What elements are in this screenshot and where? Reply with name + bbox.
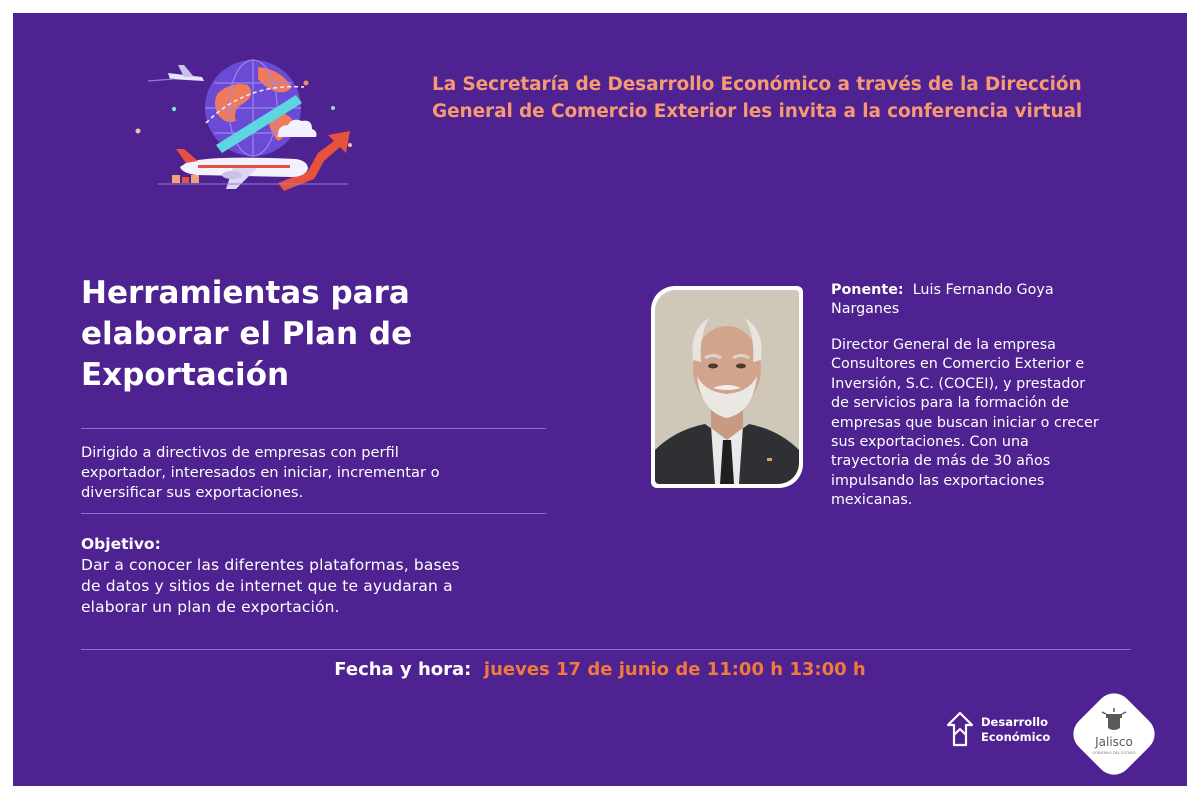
speaker-name: Luis Fernando Goya: [912, 282, 1054, 298]
decor-dot: [348, 143, 352, 147]
speaker-info: [831, 281, 1161, 319]
decor-dot: [304, 81, 309, 86]
bio-line: sus exportaciones. Con una: [831, 434, 1029, 451]
objective-line: de datos y sitios de internet que te ayudaran a: [81, 577, 453, 595]
bio-line: Consultores en Comercio Exterior e: [831, 356, 1085, 373]
bio-line: de servicios para la formación de: [831, 395, 1069, 412]
speaker-photo-frame: [651, 286, 803, 488]
invitation-header: [432, 71, 1172, 125]
objective-text: [81, 555, 551, 618]
de-logo-line: Económico: [981, 730, 1051, 744]
de-logo-line: Desarrollo: [981, 715, 1048, 729]
title-line: Exportación: [81, 357, 290, 393]
event-date-row: [13, 658, 1187, 682]
divider: [81, 428, 546, 429]
up-arrow-logo-icon: [945, 711, 975, 747]
flyer-panel: [13, 13, 1187, 786]
bio-line: Inversión, S.C. (COCEI), y prestador: [831, 375, 1086, 392]
decor-dot: [136, 129, 141, 134]
cargo-box: [182, 177, 189, 183]
jalisco-subtext: GOBIERNO DEL ESTADO: [1092, 751, 1136, 755]
export-illustration: [128, 53, 368, 195]
divider: [81, 649, 1131, 650]
bio-line: Director General de la empresa: [831, 337, 1056, 353]
speaker-portrait-icon: [655, 290, 799, 484]
objective-label: Objetivo:: [81, 535, 161, 553]
objective-line: elaborar un plan de exportación.: [81, 598, 340, 616]
speaker-name-line: [831, 281, 1161, 300]
conference-title: [81, 273, 501, 396]
bio-line: mexicanas.: [831, 492, 913, 509]
cargo-box: [172, 175, 180, 183]
title-line: elaborar el Plan de: [81, 316, 413, 352]
speaker-bio: [831, 336, 1161, 511]
divider: [81, 513, 546, 514]
small-plane-icon: [148, 65, 204, 81]
invitation-line: General de Comercio Exterior les invita a la conferencia virtual: [432, 101, 1083, 122]
speaker-photo: [655, 290, 799, 484]
bio-line: impulsando las exportaciones: [831, 472, 1045, 489]
speaker-name-cont: Narganes: [831, 301, 900, 317]
bio-line: trayectoria de más de 30 años: [831, 453, 1051, 470]
audience-description: [81, 443, 551, 503]
jalisco-logo: [1068, 688, 1160, 780]
jalisco-wordmark: Jalisco: [1095, 735, 1133, 749]
jalisco-seal-icon: [1068, 688, 1160, 780]
audience-line: exportador, interesados en iniciar, incrementar o: [81, 464, 440, 481]
date-label: Fecha y hora:: [334, 659, 472, 680]
invitation-line: La Secretaría de Desarrollo Económico a través de la Dirección: [432, 74, 1082, 95]
objective-line: Dar a conocer las diferentes plataformas, bases: [81, 556, 460, 574]
decor-dot: [331, 106, 335, 110]
title-line: Herramientas para: [81, 275, 410, 311]
bio-line: empresas que buscan iniciar o crecer: [831, 414, 1099, 431]
audience-line: Dirigido a directivos de empresas con perfil: [81, 444, 399, 461]
desarrollo-economico-logo: [943, 711, 1063, 751]
decor-dot: [172, 107, 176, 111]
cargo-box: [191, 175, 199, 183]
speaker-label: Ponente:: [831, 282, 904, 298]
de-logo-text: [981, 715, 1050, 745]
date-value: jueves 17 de junio de 11:00 h 13:00 h: [483, 659, 866, 680]
audience-line: diversificar sus exportaciones.: [81, 484, 304, 501]
